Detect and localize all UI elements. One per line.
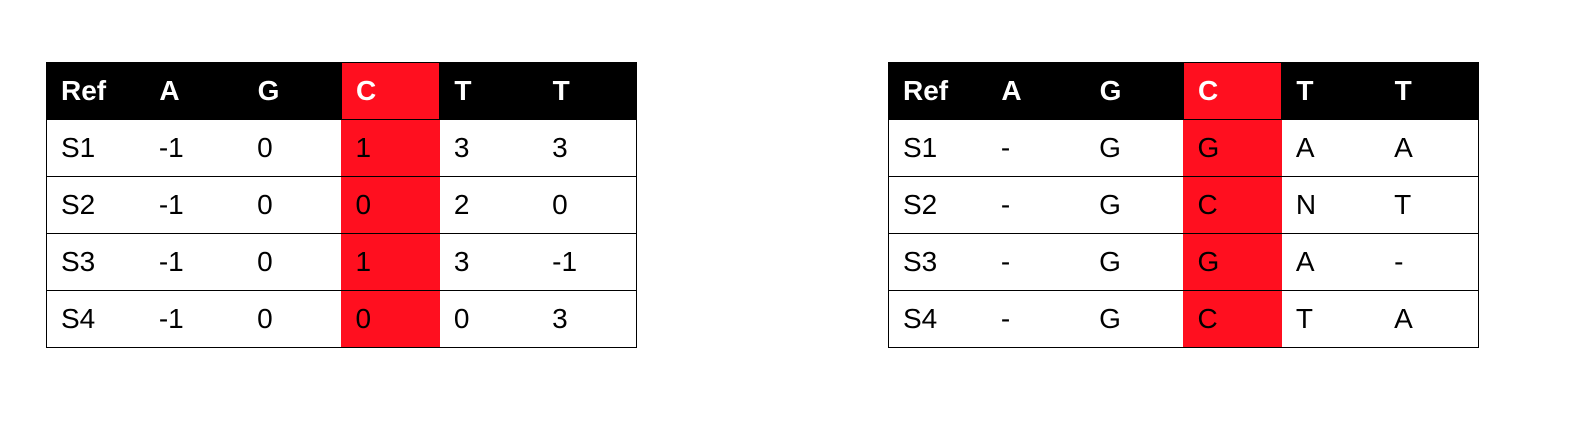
table-cell: -1 [145, 177, 243, 234]
row-label: S3 [47, 234, 145, 291]
row-label: S2 [889, 177, 987, 234]
row-label: S1 [889, 120, 987, 177]
table-cell-highlighted: G [1183, 234, 1281, 291]
table-cell: G [1085, 177, 1183, 234]
header-cell: A [145, 63, 243, 120]
table-cell: -1 [145, 120, 243, 177]
header-cell-ref: Ref [47, 63, 145, 120]
table-cell: 3 [538, 120, 636, 177]
table-cell: -1 [538, 234, 636, 291]
table-cell: 0 [243, 120, 341, 177]
row-label: S4 [47, 291, 145, 348]
table-cell: 0 [243, 177, 341, 234]
table-cell: 3 [538, 291, 636, 348]
table-cell: A [1282, 234, 1380, 291]
table-cell-highlighted: C [1183, 177, 1281, 234]
row-label: S3 [889, 234, 987, 291]
table-cell: 3 [440, 120, 538, 177]
table-cell-highlighted: 0 [341, 177, 439, 234]
row-label: S2 [47, 177, 145, 234]
table-cell: - [1380, 234, 1478, 291]
base-table [888, 62, 1479, 348]
table-row [47, 234, 637, 291]
table-cell: N [1282, 177, 1380, 234]
header-cell: G [1085, 63, 1183, 120]
table-cell: T [1380, 177, 1478, 234]
table-cell: G [1085, 120, 1183, 177]
table-cell: -1 [145, 291, 243, 348]
header-row [47, 63, 637, 120]
header-cell: T [1282, 63, 1380, 120]
header-cell: A [987, 63, 1085, 120]
table-row [47, 120, 637, 177]
table-row [889, 234, 1479, 291]
score-table [46, 62, 637, 348]
header-cell-highlighted: C [341, 63, 439, 120]
table-cell-highlighted: C [1183, 291, 1281, 348]
table-row [47, 291, 637, 348]
table-cell: - [987, 234, 1085, 291]
table-cell: A [1282, 120, 1380, 177]
table-cell: - [987, 177, 1085, 234]
table-row [889, 120, 1479, 177]
header-cell: T [538, 63, 636, 120]
table-row [889, 177, 1479, 234]
table-cell: G [1085, 291, 1183, 348]
table-cell: 0 [243, 234, 341, 291]
table-cell: - [987, 120, 1085, 177]
table-cell: 3 [440, 234, 538, 291]
header-cell: T [1380, 63, 1478, 120]
table-cell: 0 [538, 177, 636, 234]
header-cell: G [243, 63, 341, 120]
table-cell: 0 [440, 291, 538, 348]
table-cell: G [1085, 234, 1183, 291]
table-row [47, 177, 637, 234]
table-row [889, 291, 1479, 348]
table-cell-highlighted: G [1183, 120, 1281, 177]
table-cell: T [1282, 291, 1380, 348]
table-cell-highlighted: 1 [341, 120, 439, 177]
row-label: S4 [889, 291, 987, 348]
table-cell-highlighted: 0 [341, 291, 439, 348]
table-cell: - [987, 291, 1085, 348]
header-cell-highlighted: C [1183, 63, 1281, 120]
header-row [889, 63, 1479, 120]
table-cell: 2 [440, 177, 538, 234]
header-cell-ref: Ref [889, 63, 987, 120]
table-cell: A [1380, 291, 1478, 348]
row-label: S1 [47, 120, 145, 177]
header-cell: T [440, 63, 538, 120]
table-cell: A [1380, 120, 1478, 177]
table-cell: -1 [145, 234, 243, 291]
table-cell-highlighted: 1 [341, 234, 439, 291]
table-cell: 0 [243, 291, 341, 348]
